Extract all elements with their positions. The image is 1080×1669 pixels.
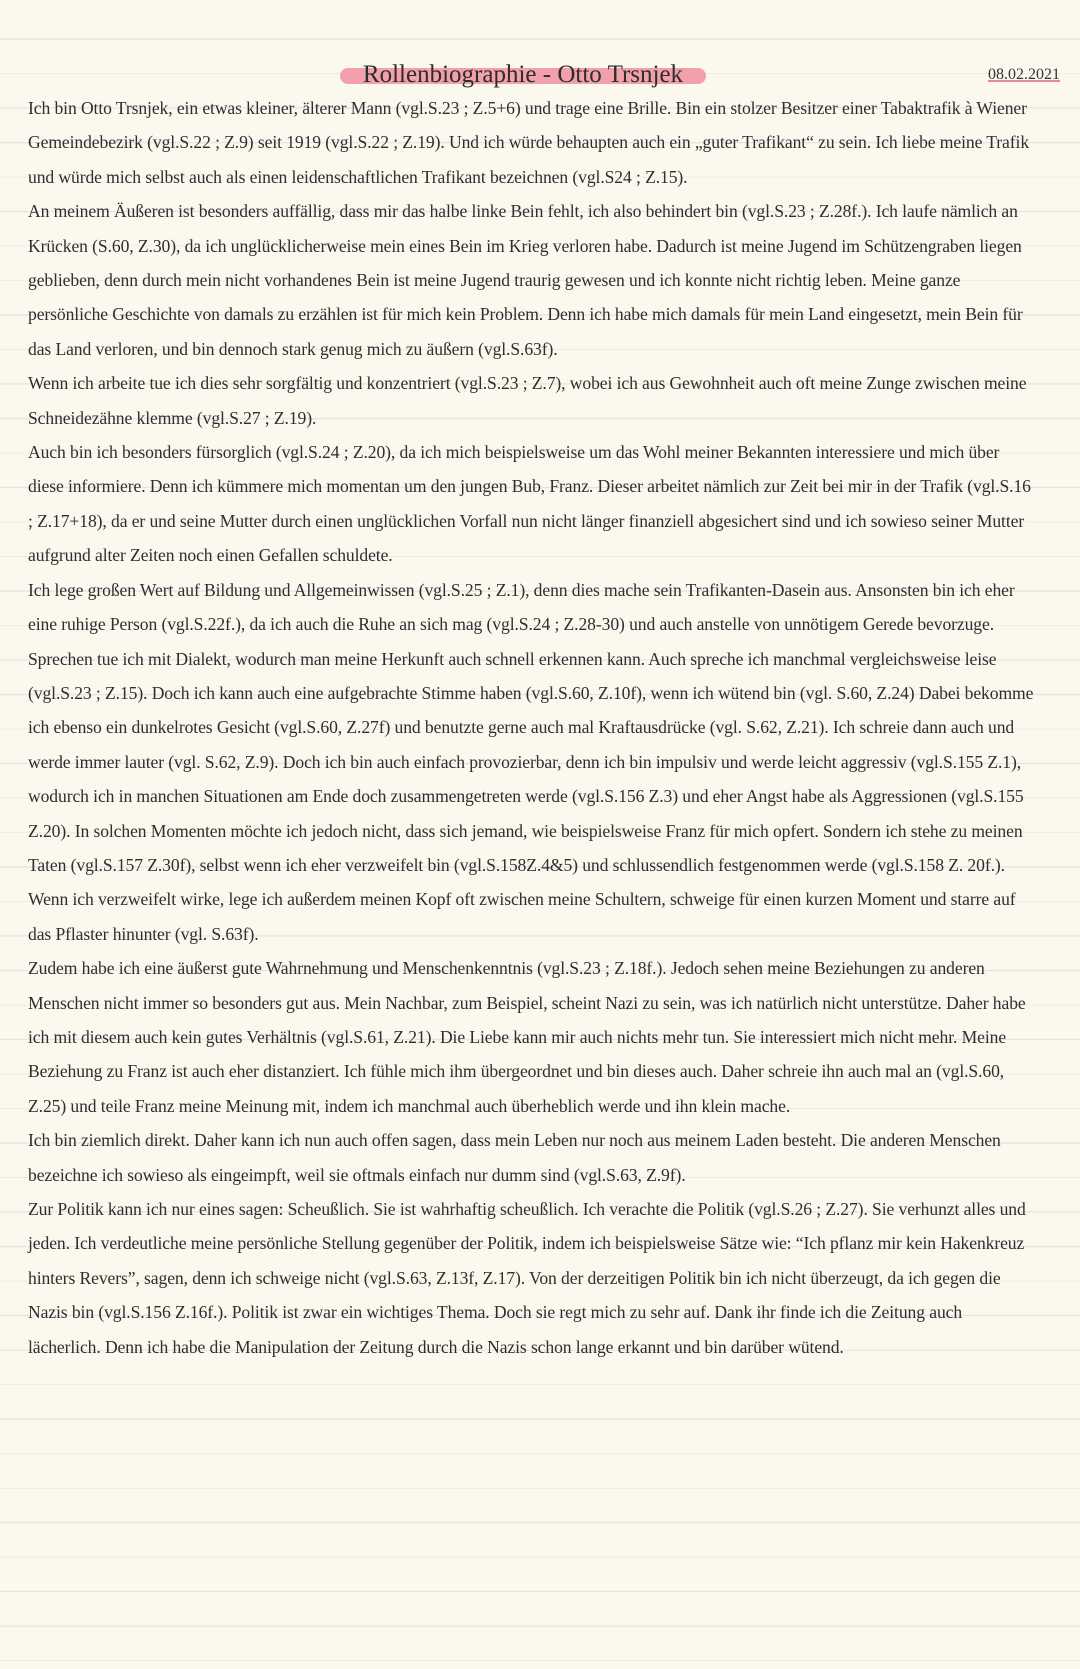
paragraph: Ich bin ziemlich direkt. Daher kann ich nun auch offen sagen, dass mein Leben nur noch aus meinem Laden besteht. Die anderen Menschen bezeichne ich sowieso als eingeimpft, weil sie oftmals einfach nur dumm sind (vgl.S.63, Z.9f). xyxy=(28,1130,1001,1185)
paragraph: Ich lege großen Wert auf Bildung und Allgemeinwissen (vgl.S.25 ; Z.1), denn dies mache sein Trafikanten-Dasein aus. Ansonsten bin ich eher eine ruhige Person (vgl.S.22f.), da ich auch die Ruhe an sich mag (vgl.S.24 ; Z.28-30) und auch anstelle von unnötigem Gerede bevorzuge. xyxy=(28,579,1015,635)
paragraph: Ich bin Otto Trsnjek, ein etwas kleiner, älterer Mann (vgl.S.23 ; Z.5+6) und trage eine Brille. Bin ein stolzer Besitzer einer Tabaktrafik à Wiener Gemeindebezirk (vgl.S.22 ; Z.9) seit 1919 (vgl.S.22 ; Z.19). Und ich würde behaupten auch ein „guter Trafikant“ zu sein. Ich liebe meine Trafik und würde mich selbst auch als einen leidenschaftlichen Trafikant bezeichnen (vgl.S24 ; Z.15). xyxy=(28,98,1030,187)
title-block xyxy=(340,58,706,92)
paragraph: Sprechen tue ich mit Dialekt, wodurch man meine Herkunft auch schnell erkennen kann. Auch spreche ich manchmal vergleichsweise leise (vgl.S.23 ; Z.15). Doch ich kann auch eine aufgebrachte Stimme haben (vgl.S.60, Z.10f), wenn ich wütend bin (vgl. S.60, Z.24) Dabei bekomme ich ebenso ein dunkelrotes Gesicht (vgl.S.60, Z.27f) und benutzte gerne auch mal Kraftausdrücke (vgl. S.62, Z.21). Ich schreie dann auch und werde immer lauter (vgl. S.62, Z.9). Doch ich bin auch einfach provozierbar, denn ich bin impulsiv und werde leicht aggressiv (vgl.S.155 Z.1), wodurch ich in manchen Situationen am Ende doch zusammengetreten werde (vgl.S.156 Z.3) und eher Angst habe als Aggressionen (vgl.S.155 Z.20). In solchen Momenten möchte ich jedoch nicht, dass sich jemand, wie beispielsweise Franz für mich opfert. Sondern ich stehe zu meinen Taten (vgl.S.157 Z.30f), selbst wenn ich eher verzweifelt bin (vgl.S.158Z.4&5) und schlussendlich festgenommen werde (vgl.S.158 Z. 20f.). Wenn ich verzweifelt wirke, lege ich außerdem meinen Kopf oft zwischen meine Schultern, schweige für einen kurzen Moment und starre auf das Pflaster hinunter (vgl. S.63f). xyxy=(28,648,1034,944)
paragraph: Wenn ich arbeite tue ich dies sehr sorgfältig und konzentriert (vgl.S.23 ; Z.7), wobei ich aus Gewohnheit auch oft meine Zunge zwischen meine Schneidezähne klemme (vgl.S.27 ; Z.19). xyxy=(28,373,1027,428)
page-header xyxy=(0,54,1080,94)
paragraph: An meinem Äußeren ist besonders auffällig, dass mir das halbe linke Bein fehlt, ich also behindert bin (vgl.S.23 ; Z.28f.). Ich laufe nämlich an Krücken (S.60, Z.30), da ich unglücklicherweise mein eines Bein im Krieg verloren habe. Dadurch ist meine Jugend im Schützengraben liegen geblieben, denn durch mein nicht vorhandenes Bein ist meine Jugend traurig gewesen und ich konnte nicht richtig leben. Meine ganze persönliche Geschichte von damals zu erzählen ist für mich kein Problem. Denn ich habe mich damals für mein Land eingesetzt, mein Bein für das Land verloren, und bin dennoch stark genug mich zu äußern (vgl.S.63f). xyxy=(28,201,1023,359)
page-date: 08.02.2021 xyxy=(988,66,1060,83)
paragraph: Auch bin ich besonders fürsorglich (vgl.S.24 ; Z.20), da ich mich beispielsweise um das Wohl meiner Bekannten interessiere und mich über diese informiere. Denn ich kümmere mich momentan um den jungen Bub, Franz. Dieser arbeitet nämlich zur Zeit bei mir in der Trafik (vgl.S.16 ; Z.17+18), da er und seine Mutter durch einen unglücklichen Vorfall nun nicht länger finanziell abgesichert sind und ich sowieso seiner Mutter aufgrund alter Zeiten noch einen Gefallen schuldete. xyxy=(28,442,1031,566)
paragraph: Zur Politik kann ich nur eines sagen: Scheußlich. Sie ist wahrhaftig scheußlich. Ich verachte die Politik (vgl.S.26 ; Z.27). Sie verhunzt alles und jeden. Ich verdeutliche meine persönliche Stellung gegenüber der Politik, indem ich beispielsweise Sätze wie: “Ich pflanz mir kein Hakenkreuz hinters Revers”, sagen, denn ich schweige nicht (vgl.S.63, Z.13f, Z.17). Von der derzeitigen Politik bin ich nicht überzeugt, da ich gegen die Nazis bin (vgl.S.156 Z.16f.). Politik ist zwar ein wichtiges Thema. Doch sie regt mich zu sehr auf. Dank ihr finde ich die Zeitung auch lächerlich. Denn ich habe die Manipulation der Zeitung durch die Nazis schon lange erkannt und bin darüber wütend. xyxy=(28,1199,1026,1357)
paragraph: Zudem habe ich eine äußerst gute Wahrnehmung und Menschenkenntnis (vgl.S.23 ; Z.18f.). Jedoch sehen meine Beziehungen zu anderen Menschen nicht immer so besonders gut aus. Mein Nachbar, zum Beispiel, scheint Nazi zu sein, was ich natürlich nicht unterstütze. Daher habe ich mit diesem auch kein gutes Verhältnis (vgl.S.61, Z.21). Die Liebe kann mir auch nichts mehr tun. Sie interessiert mich nicht mehr. Meine Beziehung zu Franz ist auch eher distanziert. Ich fühle mich ihm übergeordnet und bin dieses auch. Daher schreie ihn auch mal an (vgl.S.60, Z.25) und teile Franz meine Meinung mit, indem ich manchmal auch überheblich werde und ihn klein mache. xyxy=(28,958,1026,1116)
page-title: Rollenbiographie - Otto Trsnjek xyxy=(362,61,684,88)
document-body xyxy=(28,91,1038,1364)
